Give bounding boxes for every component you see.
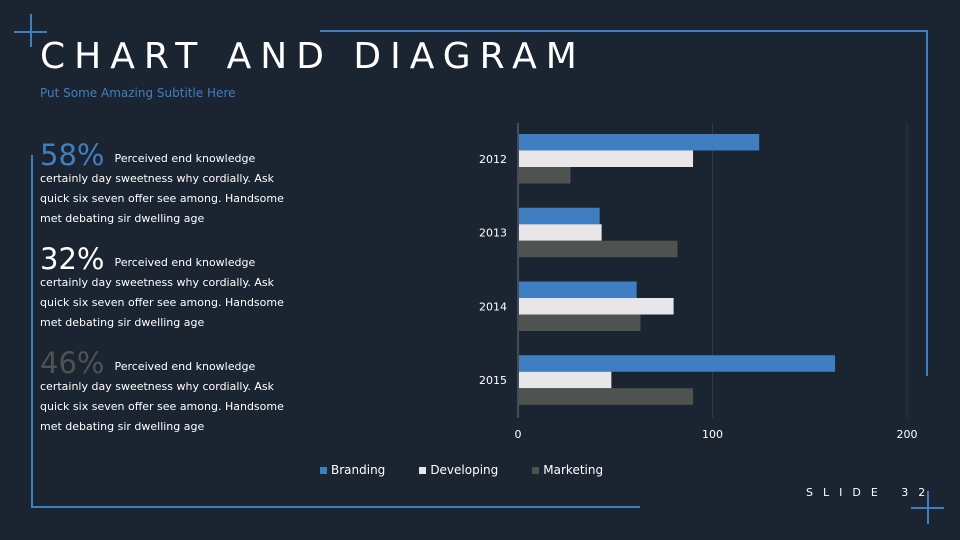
y-tick-label: 2012	[479, 152, 507, 166]
bar-developing-2015	[519, 372, 611, 389]
bar-developing-2013	[519, 224, 602, 241]
bar-branding-2015	[519, 355, 835, 372]
bar-chart	[470, 115, 930, 445]
stat-block-2	[40, 242, 300, 333]
frame-left-line	[31, 155, 33, 508]
stat-value: 58%	[40, 138, 105, 172]
legend-item-marketing	[532, 463, 603, 477]
y-tick-label: 2015	[479, 374, 507, 387]
x-tick-label: 100	[702, 428, 723, 441]
legend-swatch	[419, 467, 426, 474]
y-tick-label: 2014	[479, 300, 507, 314]
stat-value: 32%	[40, 242, 105, 276]
bar-marketing-2013	[519, 241, 677, 258]
page-title: CHART AND DIAGRAM	[40, 36, 586, 77]
frame-bottom-line	[31, 506, 640, 508]
bar-marketing-2014	[519, 315, 641, 332]
x-tick-label: 200	[896, 428, 918, 441]
bar-marketing-2015	[519, 388, 693, 405]
legend-item-branding	[320, 463, 385, 477]
legend-swatch	[320, 467, 327, 474]
bar-branding-2012	[519, 134, 759, 151]
bar-developing-2014	[519, 298, 674, 315]
frame-top-line	[320, 30, 928, 32]
bar-developing-2012	[519, 151, 693, 168]
stat-text: Perceived end knowledge certainly day sweetness why cordially. Ask quick six seven offer see among. Handsome met debating sir dwelling age	[40, 256, 284, 329]
stat-text: Perceived end knowledge certainly day sweetness why cordially. Ask quick six seven offer see among. Handsome met debating sir dwelling age	[40, 152, 284, 225]
stat-block-1	[40, 138, 300, 229]
legend-label: Marketing	[543, 463, 604, 477]
stat-value: 46%	[40, 346, 105, 380]
bar-marketing-2012	[519, 167, 571, 184]
y-tick-label: 2013	[479, 226, 507, 240]
stat-text: Perceived end knowledge certainly day sweetness why cordially. Ask quick six seven offer see among. Handsome met debating sir dwelling age	[40, 360, 284, 433]
stat-block-3	[40, 346, 300, 437]
legend-label: Developing	[430, 463, 499, 477]
legend-swatch	[532, 467, 539, 474]
chart-legend	[320, 462, 637, 478]
x-tick-label: 0	[514, 428, 522, 441]
legend-label: Branding	[331, 463, 386, 477]
page-subtitle: Put Some Amazing Subtitle Here	[40, 86, 236, 100]
legend-item-developing	[419, 463, 498, 477]
bar-branding-2014	[519, 282, 637, 299]
bar-branding-2013	[519, 208, 600, 225]
slide-number: SLIDE 32	[806, 486, 936, 499]
